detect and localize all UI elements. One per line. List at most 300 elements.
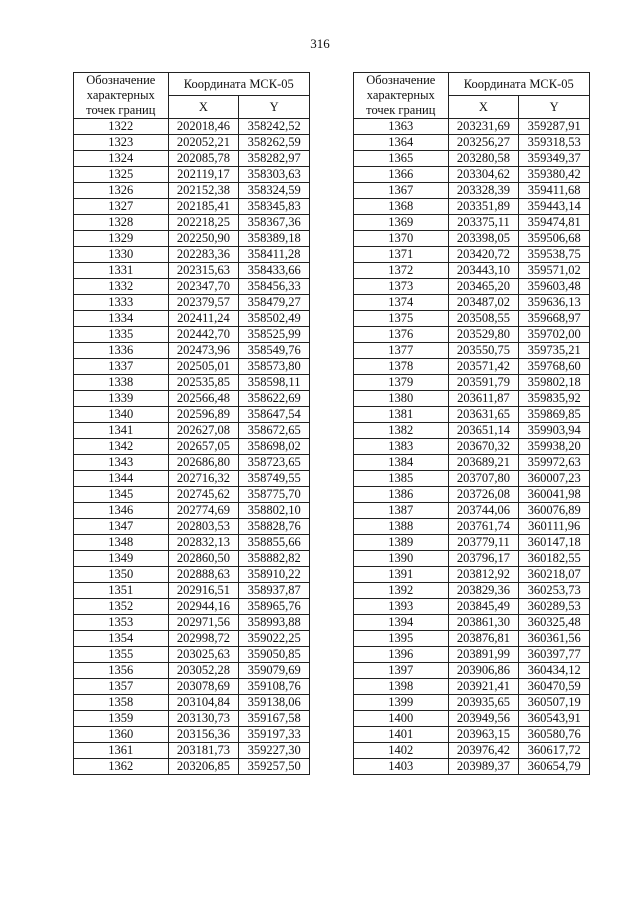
table-row (74, 311, 310, 327)
y-cell: 358367,36 (239, 215, 310, 231)
table-row (74, 215, 310, 231)
point-id-cell: 1401 (354, 727, 449, 743)
y-cell: 358525,99 (239, 327, 310, 343)
x-cell: 202888,63 (168, 567, 239, 583)
x-cell: 202774,69 (168, 503, 239, 519)
y-cell: 358828,76 (239, 519, 310, 535)
x-cell: 203130,73 (168, 711, 239, 727)
y-cell: 359022,25 (239, 631, 310, 647)
table-row (74, 567, 310, 583)
point-id-cell: 1403 (354, 759, 449, 775)
x-cell: 203104,84 (168, 695, 239, 711)
table-row (74, 119, 310, 135)
point-id-cell: 1378 (354, 359, 449, 375)
table-row (354, 279, 590, 295)
y-cell: 358282,97 (239, 151, 310, 167)
x-cell: 203304,62 (448, 167, 519, 183)
x-cell: 203891,99 (448, 647, 519, 663)
x-cell: 203689,21 (448, 455, 519, 471)
y-cell: 360543,91 (519, 711, 590, 727)
point-id-cell: 1337 (74, 359, 169, 375)
y-cell: 359380,42 (519, 167, 590, 183)
y-cell: 359835,92 (519, 391, 590, 407)
y-cell: 358775,70 (239, 487, 310, 503)
table-row (354, 759, 590, 775)
point-id-cell: 1365 (354, 151, 449, 167)
y-cell: 358882,82 (239, 551, 310, 567)
table-row (74, 295, 310, 311)
point-id-cell: 1326 (74, 183, 169, 199)
x-cell: 202916,51 (168, 583, 239, 599)
point-id-cell: 1395 (354, 631, 449, 647)
table-row (354, 743, 590, 759)
y-cell: 360218,07 (519, 567, 590, 583)
x-cell: 202185,41 (168, 199, 239, 215)
table-row (74, 455, 310, 471)
y-cell: 358479,27 (239, 295, 310, 311)
y-cell: 358598,11 (239, 375, 310, 391)
table-row (74, 551, 310, 567)
y-cell: 358672,65 (239, 423, 310, 439)
y-cell: 359802,18 (519, 375, 590, 391)
point-id-cell: 1353 (74, 615, 169, 631)
x-cell: 203949,56 (448, 711, 519, 727)
y-cell: 358723,65 (239, 455, 310, 471)
table-row (354, 663, 590, 679)
point-id-cell: 1361 (74, 743, 169, 759)
y-cell: 359668,97 (519, 311, 590, 327)
y-cell: 359287,91 (519, 119, 590, 135)
y-cell: 359167,58 (239, 711, 310, 727)
table-row (74, 423, 310, 439)
point-id-cell: 1323 (74, 135, 169, 151)
table-row (354, 135, 590, 151)
y-cell: 358433,66 (239, 263, 310, 279)
x-cell: 202944,16 (168, 599, 239, 615)
table-row (74, 359, 310, 375)
point-id-cell: 1382 (354, 423, 449, 439)
point-id-cell: 1359 (74, 711, 169, 727)
x-cell: 203420,72 (448, 247, 519, 263)
point-id-cell: 1386 (354, 487, 449, 503)
point-id-cell: 1357 (74, 679, 169, 695)
point-id-cell: 1380 (354, 391, 449, 407)
point-id-cell: 1330 (74, 247, 169, 263)
y-cell: 360654,79 (519, 759, 590, 775)
y-cell: 359603,48 (519, 279, 590, 295)
x-cell: 203078,69 (168, 679, 239, 695)
point-id-cell: 1351 (74, 583, 169, 599)
y-cell: 360289,53 (519, 599, 590, 615)
y-cell: 359349,37 (519, 151, 590, 167)
x-cell: 203906,86 (448, 663, 519, 679)
table-row (354, 215, 590, 231)
y-cell: 359972,63 (519, 455, 590, 471)
point-id-cell: 1331 (74, 263, 169, 279)
table-row (354, 359, 590, 375)
y-cell: 360361,56 (519, 631, 590, 647)
point-id-cell: 1387 (354, 503, 449, 519)
table-row (354, 583, 590, 599)
table-row (74, 663, 310, 679)
x-cell: 203351,89 (448, 199, 519, 215)
x-cell: 203779,11 (448, 535, 519, 551)
y-cell: 358749,55 (239, 471, 310, 487)
table-row (74, 759, 310, 775)
y-cell: 358622,69 (239, 391, 310, 407)
point-id-cell: 1332 (74, 279, 169, 295)
point-id-cell: 1388 (354, 519, 449, 535)
point-id-cell: 1325 (74, 167, 169, 183)
point-id-cell: 1336 (74, 343, 169, 359)
point-id-cell: 1338 (74, 375, 169, 391)
table-row (354, 423, 590, 439)
table-row (74, 631, 310, 647)
table-row (74, 231, 310, 247)
table-row (354, 439, 590, 455)
y-cell: 360253,73 (519, 583, 590, 599)
point-id-cell: 1384 (354, 455, 449, 471)
x-cell: 202657,05 (168, 439, 239, 455)
x-cell: 203726,08 (448, 487, 519, 503)
y-cell: 359108,76 (239, 679, 310, 695)
point-id-cell: 1364 (354, 135, 449, 151)
point-id-cell: 1376 (354, 327, 449, 343)
table-row (74, 343, 310, 359)
x-cell: 203845,49 (448, 599, 519, 615)
y-cell: 358389,18 (239, 231, 310, 247)
x-cell: 202283,36 (168, 247, 239, 263)
x-cell: 203829,36 (448, 583, 519, 599)
x-cell: 203529,80 (448, 327, 519, 343)
x-cell: 203398,05 (448, 231, 519, 247)
y-cell: 360580,76 (519, 727, 590, 743)
point-id-cell: 1348 (74, 535, 169, 551)
table-row (354, 247, 590, 263)
table-row (354, 615, 590, 631)
table-row (354, 151, 590, 167)
coordinates-table-right (353, 72, 590, 775)
table-row (74, 711, 310, 727)
y-cell: 359506,68 (519, 231, 590, 247)
point-id-cell: 1334 (74, 311, 169, 327)
header-y: Y (239, 96, 310, 119)
x-cell: 203876,81 (448, 631, 519, 647)
x-cell: 203206,85 (168, 759, 239, 775)
x-cell: 203487,02 (448, 295, 519, 311)
x-cell: 202745,62 (168, 487, 239, 503)
table-row (74, 167, 310, 183)
table-row (74, 487, 310, 503)
x-cell: 202505,01 (168, 359, 239, 375)
table-row (354, 631, 590, 647)
y-cell: 359702,00 (519, 327, 590, 343)
y-cell: 359474,81 (519, 215, 590, 231)
point-id-cell: 1344 (74, 471, 169, 487)
table-row (74, 471, 310, 487)
header-coordinate: Координата МСК-05 (448, 73, 589, 96)
y-cell: 360147,18 (519, 535, 590, 551)
y-cell: 360397,77 (519, 647, 590, 663)
y-cell: 360076,89 (519, 503, 590, 519)
point-id-cell: 1375 (354, 311, 449, 327)
y-cell: 359869,85 (519, 407, 590, 423)
y-cell: 359443,14 (519, 199, 590, 215)
point-id-cell: 1346 (74, 503, 169, 519)
point-id-cell: 1335 (74, 327, 169, 343)
header-x: X (168, 96, 239, 119)
point-id-cell: 1329 (74, 231, 169, 247)
table-row (74, 503, 310, 519)
x-cell: 202566,48 (168, 391, 239, 407)
point-id-cell: 1402 (354, 743, 449, 759)
y-cell: 358502,49 (239, 311, 310, 327)
table-row (74, 599, 310, 615)
table-row (354, 343, 590, 359)
x-cell: 203465,20 (448, 279, 519, 295)
y-cell: 358411,28 (239, 247, 310, 263)
table-row (354, 407, 590, 423)
x-cell: 202716,32 (168, 471, 239, 487)
table-row (74, 647, 310, 663)
point-id-cell: 1385 (354, 471, 449, 487)
point-id-cell: 1391 (354, 567, 449, 583)
x-cell: 203976,42 (448, 743, 519, 759)
y-cell: 359227,30 (239, 743, 310, 759)
x-cell: 203861,30 (448, 615, 519, 631)
x-cell: 202803,53 (168, 519, 239, 535)
y-cell: 358965,76 (239, 599, 310, 615)
x-cell: 202596,89 (168, 407, 239, 423)
x-cell: 202347,70 (168, 279, 239, 295)
table-row (74, 743, 310, 759)
point-id-cell: 1368 (354, 199, 449, 215)
x-cell: 203591,79 (448, 375, 519, 391)
y-cell: 360507,19 (519, 695, 590, 711)
x-cell: 202119,17 (168, 167, 239, 183)
table-row (354, 647, 590, 663)
x-cell: 203156,36 (168, 727, 239, 743)
table-row (354, 167, 590, 183)
point-id-cell: 1362 (74, 759, 169, 775)
table-row (354, 391, 590, 407)
point-id-cell: 1383 (354, 439, 449, 455)
y-cell: 359538,75 (519, 247, 590, 263)
x-cell: 203611,87 (448, 391, 519, 407)
table-row (354, 535, 590, 551)
point-id-cell: 1397 (354, 663, 449, 679)
point-id-cell: 1390 (354, 551, 449, 567)
point-id-cell: 1371 (354, 247, 449, 263)
y-cell: 359768,60 (519, 359, 590, 375)
x-cell: 203935,65 (448, 695, 519, 711)
point-id-cell: 1356 (74, 663, 169, 679)
table-row (354, 567, 590, 583)
table-row (354, 199, 590, 215)
point-id-cell: 1367 (354, 183, 449, 199)
y-cell: 359636,13 (519, 295, 590, 311)
table-row (354, 519, 590, 535)
x-cell: 203571,42 (448, 359, 519, 375)
table-row (74, 247, 310, 263)
table-row (74, 679, 310, 695)
x-cell: 203812,92 (448, 567, 519, 583)
point-id-cell: 1354 (74, 631, 169, 647)
point-id-cell: 1363 (354, 119, 449, 135)
x-cell: 202686,80 (168, 455, 239, 471)
y-cell: 360111,96 (519, 519, 590, 535)
x-cell: 203025,63 (168, 647, 239, 663)
x-cell: 203921,41 (448, 679, 519, 695)
x-cell: 203328,39 (448, 183, 519, 199)
point-id-cell: 1393 (354, 599, 449, 615)
table-row (354, 471, 590, 487)
x-cell: 203375,11 (448, 215, 519, 231)
x-cell: 203443,10 (448, 263, 519, 279)
table-row (354, 679, 590, 695)
y-cell: 358573,80 (239, 359, 310, 375)
table-body-left (74, 119, 310, 775)
point-id-cell: 1400 (354, 711, 449, 727)
x-cell: 202860,50 (168, 551, 239, 567)
coordinates-table-left (73, 72, 310, 775)
x-cell: 202152,38 (168, 183, 239, 199)
point-id-cell: 1342 (74, 439, 169, 455)
table-row (74, 519, 310, 535)
header-coordinate: Координата МСК-05 (168, 73, 309, 96)
x-cell: 203052,28 (168, 663, 239, 679)
table-row (74, 263, 310, 279)
point-id-cell: 1372 (354, 263, 449, 279)
x-cell: 203761,74 (448, 519, 519, 535)
header-point-label: Обозначение характерных точек границ (74, 73, 169, 119)
table-row (354, 183, 590, 199)
x-cell: 202473,96 (168, 343, 239, 359)
header-x: X (448, 96, 519, 119)
x-cell: 202442,70 (168, 327, 239, 343)
table-row (74, 583, 310, 599)
y-cell: 358456,33 (239, 279, 310, 295)
point-id-cell: 1355 (74, 647, 169, 663)
y-cell: 358242,52 (239, 119, 310, 135)
x-cell: 203231,69 (448, 119, 519, 135)
point-id-cell: 1349 (74, 551, 169, 567)
point-id-cell: 1327 (74, 199, 169, 215)
y-cell: 359197,33 (239, 727, 310, 743)
y-cell: 360470,59 (519, 679, 590, 695)
y-cell: 359938,20 (519, 439, 590, 455)
point-id-cell: 1396 (354, 647, 449, 663)
y-cell: 360617,72 (519, 743, 590, 759)
table-row (74, 391, 310, 407)
y-cell: 359079,69 (239, 663, 310, 679)
table-row (74, 183, 310, 199)
x-cell: 202832,13 (168, 535, 239, 551)
point-id-cell: 1352 (74, 599, 169, 615)
point-id-cell: 1324 (74, 151, 169, 167)
y-cell: 359735,21 (519, 343, 590, 359)
table-row (74, 375, 310, 391)
y-cell: 359318,53 (519, 135, 590, 151)
x-cell: 202535,85 (168, 375, 239, 391)
table-row (354, 727, 590, 743)
table-row (354, 231, 590, 247)
y-cell: 358549,76 (239, 343, 310, 359)
table-row (74, 615, 310, 631)
table-body-right (354, 119, 590, 775)
y-cell: 358855,66 (239, 535, 310, 551)
x-cell: 202018,46 (168, 119, 239, 135)
table-row (354, 327, 590, 343)
header-y: Y (519, 96, 590, 119)
y-cell: 360007,23 (519, 471, 590, 487)
x-cell: 203989,37 (448, 759, 519, 775)
point-id-cell: 1360 (74, 727, 169, 743)
y-cell: 358698,02 (239, 439, 310, 455)
y-cell: 358647,54 (239, 407, 310, 423)
table-row (74, 535, 310, 551)
point-id-cell: 1394 (354, 615, 449, 631)
table-row (74, 439, 310, 455)
point-id-cell: 1399 (354, 695, 449, 711)
page-number: 316 (310, 36, 330, 51)
x-cell: 202085,78 (168, 151, 239, 167)
x-cell: 203181,73 (168, 743, 239, 759)
point-id-cell: 1343 (74, 455, 169, 471)
point-id-cell: 1328 (74, 215, 169, 231)
table-row (354, 263, 590, 279)
table-row (354, 711, 590, 727)
header-point-label: Обозначение характерных точек границ (354, 73, 449, 119)
table-row (354, 695, 590, 711)
x-cell: 202379,57 (168, 295, 239, 311)
y-cell: 360325,48 (519, 615, 590, 631)
point-id-cell: 1340 (74, 407, 169, 423)
y-cell: 358802,10 (239, 503, 310, 519)
point-id-cell: 1392 (354, 583, 449, 599)
x-cell: 203280,58 (448, 151, 519, 167)
y-cell: 359050,85 (239, 647, 310, 663)
table-row (354, 503, 590, 519)
point-id-cell: 1350 (74, 567, 169, 583)
point-id-cell: 1369 (354, 215, 449, 231)
x-cell: 203796,17 (448, 551, 519, 567)
table-row (74, 695, 310, 711)
point-id-cell: 1389 (354, 535, 449, 551)
table-row (354, 311, 590, 327)
y-cell: 358303,63 (239, 167, 310, 183)
x-cell: 203631,65 (448, 407, 519, 423)
y-cell: 358910,22 (239, 567, 310, 583)
x-cell: 202627,08 (168, 423, 239, 439)
table-row (74, 327, 310, 343)
table-row (74, 727, 310, 743)
x-cell: 202411,24 (168, 311, 239, 327)
table-row (74, 151, 310, 167)
point-id-cell: 1377 (354, 343, 449, 359)
x-cell: 202218,25 (168, 215, 239, 231)
table-row (354, 487, 590, 503)
table-row (354, 599, 590, 615)
x-cell: 203670,32 (448, 439, 519, 455)
x-cell: 202998,72 (168, 631, 239, 647)
x-cell: 202052,21 (168, 135, 239, 151)
table-row (74, 199, 310, 215)
x-cell: 203508,55 (448, 311, 519, 327)
y-cell: 359411,68 (519, 183, 590, 199)
point-id-cell: 1366 (354, 167, 449, 183)
x-cell: 202250,90 (168, 231, 239, 247)
